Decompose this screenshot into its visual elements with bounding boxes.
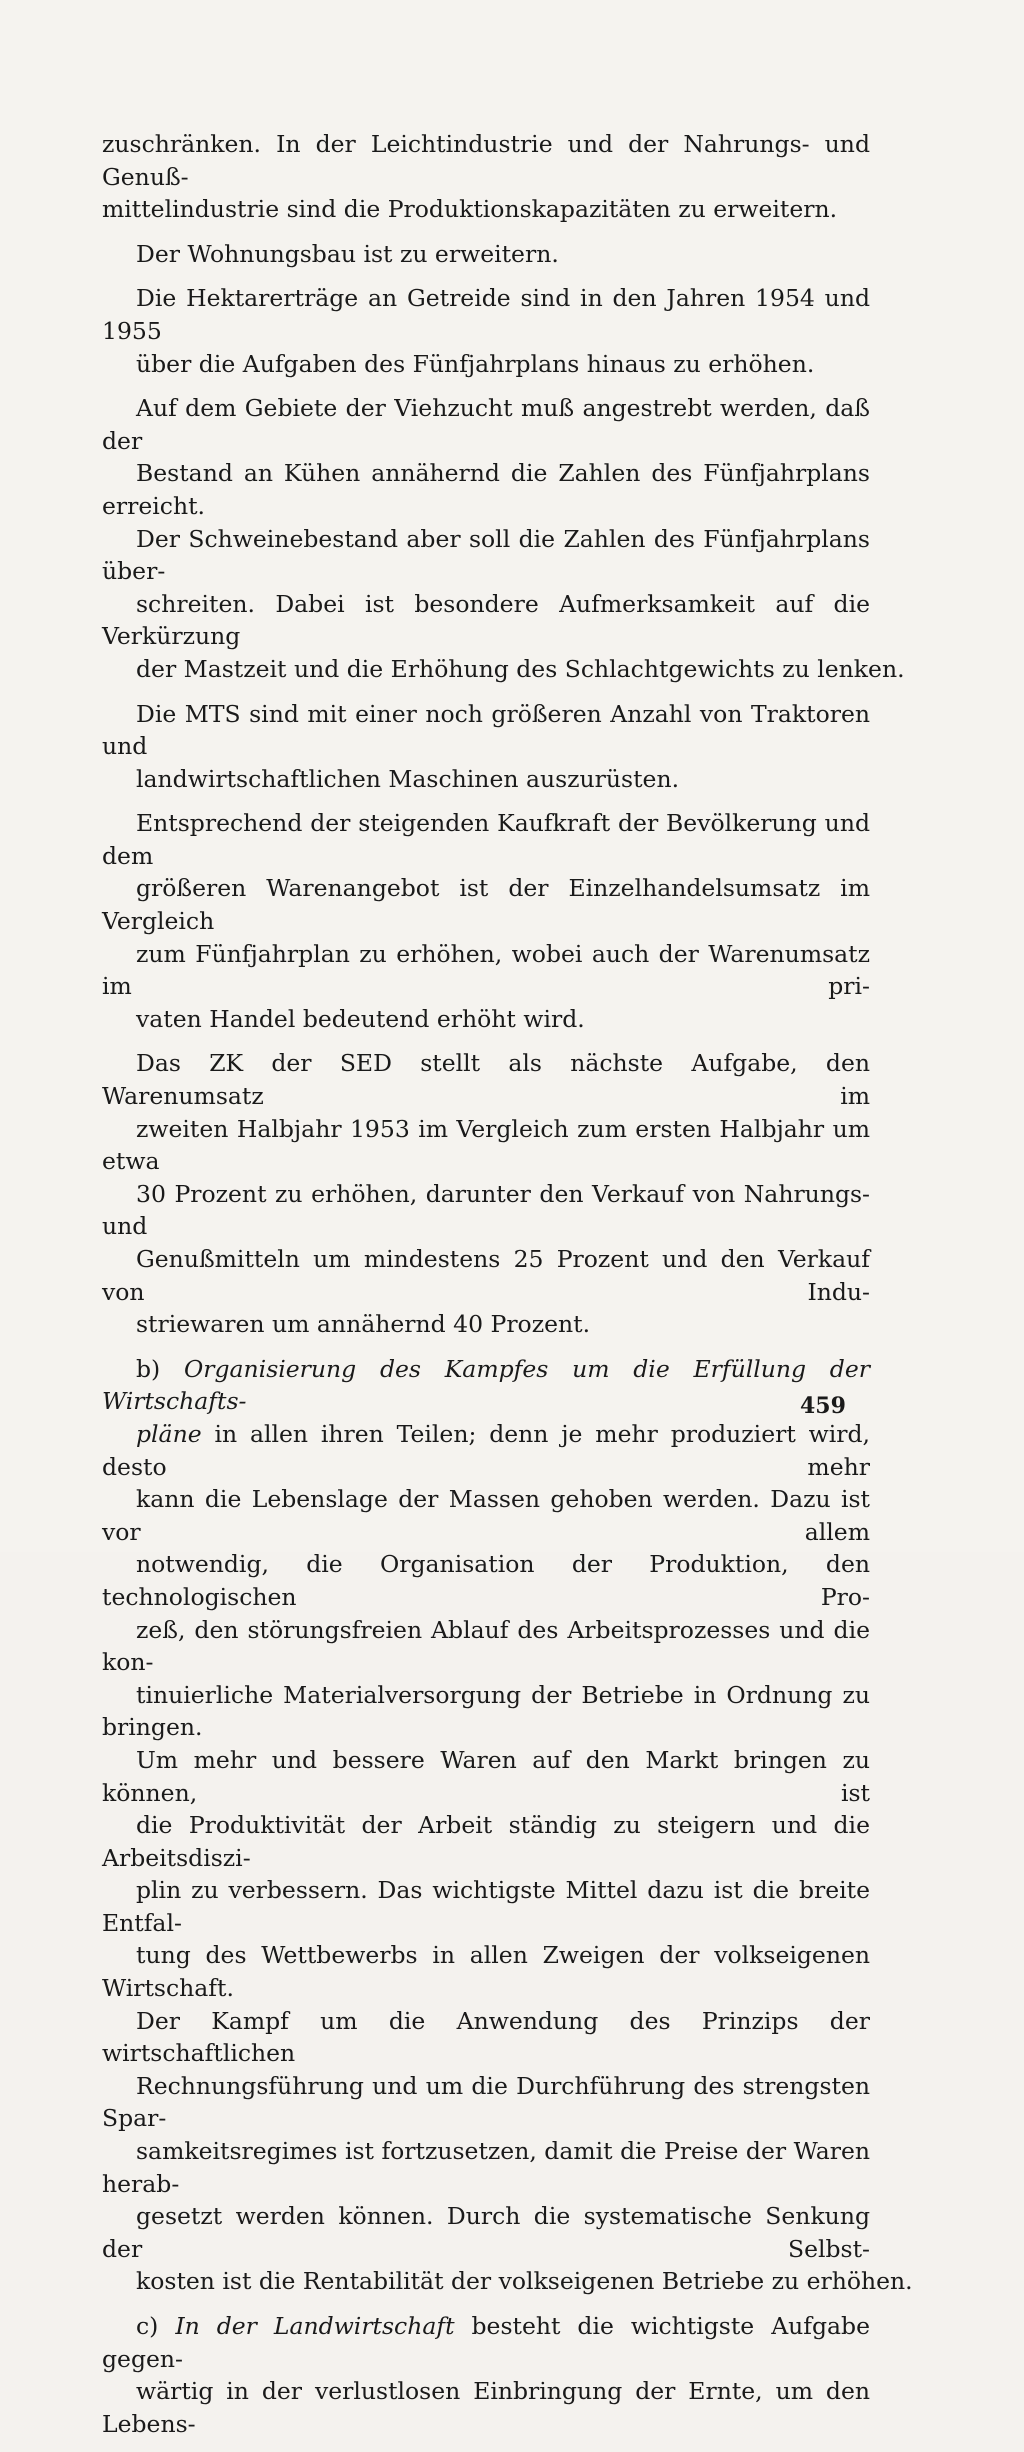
- text-line: plin zu verbessern. Das wichtigste Mittel dazu ist die breite Entfal-: [102, 1876, 870, 1937]
- text-line: Der Wohnungsbau ist zu erweitern.: [136, 239, 559, 268]
- paragraph-housing: [102, 238, 870, 271]
- text-line: kann die Lebenslage der Massen gehoben werden. Dazu ist vor allem: [102, 1485, 870, 1546]
- text-line: schreiten. Dabei ist besondere Aufmerksamkeit auf die Verkürzung: [102, 589, 870, 651]
- text-line: kosten ist die Rentabilität der volkseigenen Betriebe zu erhöhen.: [136, 2267, 913, 2296]
- list-marker-b: b): [136, 1354, 184, 1383]
- text-line: tinuierliche Materialversorgung der Betriebe in Ordnung zu bringen.: [102, 1680, 870, 1742]
- text-line: Genußmitteln um mindestens 25 Prozent und den Verkauf von Indu-: [102, 1245, 870, 1306]
- text-line: Rechnungsführung und um die Durchführung des strengsten Spar-: [102, 2071, 870, 2133]
- text-line: Der Schweinebestand aber soll die Zahlen des Fünfjahrplans über-: [102, 524, 870, 586]
- paragraph-continuation: [102, 128, 870, 226]
- text-line: vaten Handel bedeutend erhöht wird.: [136, 1004, 585, 1033]
- paragraph-zk-sed: [102, 1047, 870, 1340]
- text-run: in allen ihren Teilen; denn je mehr produziert wird, desto mehr: [102, 1419, 870, 1481]
- list-marker-c: c): [136, 2312, 176, 2340]
- paragraph-retail: [102, 807, 870, 1035]
- text-line: Um mehr und bessere Waren auf den Markt bringen zu können, ist: [102, 1745, 870, 1807]
- page-body-text: [102, 128, 913, 2452]
- text-line: Auf dem Gebiete der Viehzucht muß angestrebt werden, daß der: [102, 394, 870, 455]
- page-number: 459: [800, 1393, 846, 1419]
- text-line: zum Fünfjahrplan zu erhöhen, wobei auch der Warenumsatz im pri-: [102, 939, 870, 1001]
- text-line: Das ZK der SED stellt als nächste Aufgabe, den Warenumsatz im: [102, 1049, 870, 1111]
- text-line: tung des Wettbewerbs in allen Zweigen der volkseigenen Wirtschaft.: [102, 1941, 870, 2003]
- text-line: [102, 1418, 870, 1483]
- text-line: größeren Warenangebot ist der Einzelhandelsumsatz im Vergleich: [102, 874, 870, 936]
- text-line: [102, 2310, 870, 2375]
- paragraph-c-agriculture: [102, 2310, 870, 2440]
- italic-heading-c: In der Landwirtschaft: [175, 2312, 455, 2340]
- italic-heading-b-cont: pläne: [136, 1419, 202, 1448]
- text-line: der Mastzeit und die Erhöhung des Schlachtgewichts zu lenken.: [136, 654, 905, 683]
- text-line: notwendig, die Organisation der Produktion, den technologischen Pro-: [102, 1550, 870, 1611]
- text-line: Die Hektarerträge an Getreide sind in den Jahren 1954 und 1955: [102, 284, 870, 345]
- text-line: die Produktivität der Arbeit ständig zu steigern und die Arbeitsdiszi-: [102, 1811, 870, 1872]
- text-line: über die Aufgaben des Fünfjahrplans hinaus zu erhöhen.: [136, 349, 815, 378]
- text-line: Die MTS sind mit einer noch größeren Anzahl von Traktoren und: [102, 699, 870, 761]
- text-line: landwirtschaftlichen Maschinen auszurüsten.: [136, 764, 680, 793]
- paragraph-mts: [102, 698, 870, 796]
- text-run: besteht die wichtigste Aufgabe gegen-: [102, 2312, 871, 2373]
- text-line: zeß, den störungsfreien Ablauf des Arbeitsprozesses und die kon-: [102, 1615, 870, 1677]
- italic-heading-b: Organisierung des Kampfes um die Erfüllung der Wirtschafts-: [102, 1354, 870, 1416]
- text-line: Der Kampf um die Anwendung des Prinzips der wirtschaftlichen: [102, 2006, 870, 2068]
- text-line: wärtig in der verlustlosen Einbringung der Ernte, um den Lebens-: [102, 2377, 870, 2438]
- text-line: zweiten Halbjahr 1953 im Vergleich zum ersten Halbjahr um etwa: [102, 1114, 870, 1176]
- text-line: Entsprechend der steigenden Kaufkraft der Bevölkerung und dem: [102, 809, 870, 870]
- text-line: mittelindustrie sind die Produktionskapazitäten zu erweitern.: [102, 195, 838, 224]
- text-line: [102, 1353, 870, 1418]
- paragraph-livestock: [102, 392, 905, 685]
- text-line: zuschränken. In der Leichtindustrie und der Nahrungs- und Genuß-: [102, 130, 870, 191]
- text-line: 30 Prozent zu erhöhen, darunter den Verkauf von Nahrungs- und: [102, 1179, 870, 1241]
- paragraph-grain-yields: [102, 282, 870, 380]
- paragraph-b-organisation: [102, 1353, 913, 2298]
- text-line: striewaren um annähernd 40 Prozent.: [136, 1310, 591, 1339]
- text-line: Bestand an Kühen annähernd die Zahlen des Fünfjahrplans erreicht.: [102, 459, 870, 520]
- text-line: gesetzt werden können. Durch die systematische Senkung der Selbst-: [102, 2202, 870, 2263]
- text-line: samkeitsregimes ist fortzusetzen, damit die Preise der Waren herab-: [102, 2137, 870, 2198]
